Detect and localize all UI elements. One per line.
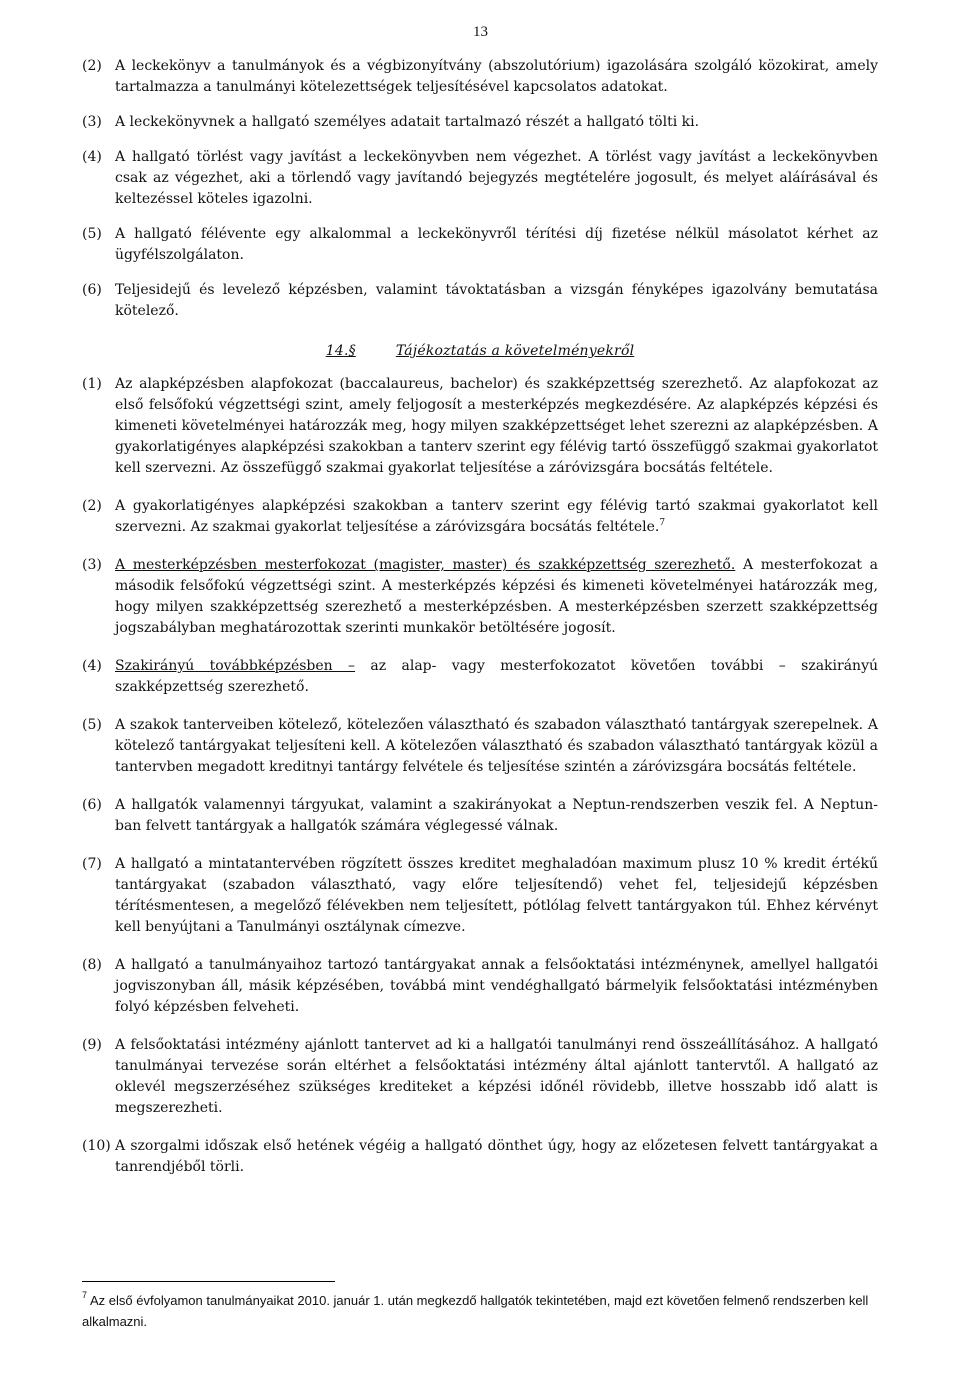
paragraph-text: az alap- vagy mesterfokozatot követően további – szakirányú szakképzettség szerezhető. [115, 658, 878, 695]
paragraph-number: (3) [82, 557, 102, 573]
paragraph-b3 [82, 555, 878, 639]
paragraph-text: Teljesidejű és levelező képzésben, valamint távoktatásban a vizsgán fényképes igazolvány bemutatása kötelező. [115, 282, 878, 319]
footnote-text: Az első évfolyamon tanulmányaikat 2010. január 1. után megkezdő hallgatók tekintetében, majd ezt követően felmenő rendszerben kell alkalmazni. [82, 1293, 869, 1329]
paragraph-b7 [82, 854, 878, 938]
paragraph-b10 [82, 1136, 878, 1178]
paragraph-number: (10) [82, 1138, 111, 1154]
paragraph-number: (6) [82, 282, 102, 298]
paragraph-a4 [82, 147, 878, 210]
paragraph-number: (1) [82, 376, 102, 392]
section-number: 14.§ [325, 343, 356, 359]
paragraph-text: A hallgató törlést vagy javítást a leckekönyvben nem végezhet. A törlést vagy javítást a leckekönyvben csak az végezhet, aki a törlendő vagy javítandó bejegyzés megtételére jogosult, és melyet aláírásával és keltezéssel köteles igazolni. [115, 149, 878, 207]
underlined-text: A mesterképzésben mesterfokozat (magister, master) és szakképzettség szerezhető. [115, 557, 736, 573]
paragraph-b5 [82, 715, 878, 778]
paragraph-text: A szorgalmi időszak első hetének végéig a hallgató dönthet úgy, hogy az előzetesen felvett tantárgyakat a tanrendjéből törli. [115, 1138, 878, 1175]
paragraph-b9 [82, 1035, 878, 1119]
paragraph-number: (4) [82, 658, 102, 674]
paragraph-number: (9) [82, 1037, 102, 1053]
paragraph-a5 [82, 224, 878, 266]
paragraph-text: Az alapképzésben alapfokozat (baccalaureus, bachelor) és szakképzettség szerezhető. Az alapfokozat az első felsőfokú végzettségi szint, amely feljogosít a mesterképzés megkezdésére. Az alapképzés képzési és kimeneti követelményei határozzák meg, hogy milyen szakképzettséget lehet szerezni az alapképzésben. A gyakorlatigényes alapképzési szakokban a tanterv szerint egy félévig tartó összefüggő szakmai gyakorlatot kell szervezni. Az összefüggő szakmai gyakorlat teljesítése a záróvizsgára bocsátás feltétele. [115, 376, 878, 476]
paragraph-number: (5) [82, 226, 102, 242]
paragraph-a3 [82, 112, 878, 133]
paragraph-text: A gyakorlatigényes alapképzési szakokban a tanterv szerint egy félévig tartó szakmai gyakorlatot kell szervezni. Az szakmai gyakorlat teljesítése a záróvizsgára bocsátás feltétele. [115, 498, 878, 535]
page-number: 13 [473, 24, 488, 40]
paragraph-text: A felsőoktatási intézmény ajánlott tantervet ad ki a hallgatói tanulmányi rend összeállításához. A hallgató tanulmányai tervezése során eltérhet a felsőoktatási intézmény által ajánlott tantervtől. A hallgató az oklevél megszerzéséhez szükséges krediteket a képzési időnél rövidebb, illetve hosszabb idő alatt is megszerezheti. [115, 1037, 878, 1116]
footnote-separator [82, 1281, 335, 1282]
paragraph-b8 [82, 955, 878, 1018]
paragraph-number: (4) [82, 149, 102, 165]
section-title: Tájékoztatás a követelményekről [395, 343, 635, 359]
document-body [82, 56, 878, 1178]
paragraph-number: (3) [82, 114, 102, 130]
paragraph-b6 [82, 795, 878, 837]
paragraph-number: (7) [82, 856, 102, 872]
paragraph-text: A hallgatók valamennyi tárgyukat, valamint a szakirányokat a Neptun-rendszerben veszik fel. A Neptun-ban felvett tantárgyak a hallgatók számára véglegessé válnak. [115, 797, 878, 834]
paragraph-text: A mesterfokozat a második felsőfokú végzettségi szint. A mesterképzés képzési és kimeneti követelményei határozzák meg, hogy milyen szakképzettség szerezhető a mesterképzésben. A mesterképzésben szerzett szakképzettség jogszabályban meghatározottak szerinti munkakör betöltésére jogosít. [115, 557, 878, 636]
paragraph-text: A hallgató a mintatantervében rögzített összes kreditet meghaladóan maximum plusz 10 % kredit értékű tantárgyakat (szabadon választható, vagy előre teljesítendő) vehet fel, teljesidejű képzésben térítésmentesen, a megelőző félévekben nem teljesített, pótlólag felvett tantárgyakon túl. Ehhez kérvényt kell benyújtani a Tanulmányi osztálynak címezve. [115, 856, 878, 935]
underlined-text: Szakirányú továbbképzésben – [115, 658, 356, 674]
paragraph-a2 [82, 56, 878, 98]
paragraph-number: (6) [82, 797, 102, 813]
paragraph-text: A hallgató félévente egy alkalommal a leckekönyvről térítési díj fizetése nélkül másolatot kérhet az ügyfélszolgálaton. [115, 226, 878, 263]
footnote-reference[interactable]: 7 [659, 518, 666, 528]
paragraph-number: (2) [82, 58, 102, 74]
paragraph-number: (8) [82, 957, 102, 973]
paragraph-b4 [82, 656, 878, 698]
footnote [82, 1290, 872, 1332]
paragraph-b1 [82, 374, 878, 479]
paragraph-number: (5) [82, 717, 102, 733]
footnote-marker: 7 [82, 1290, 88, 1300]
paragraph-text: A leckekönyv a tanulmányok és a végbizonyítvány (abszolutórium) igazolására szolgáló közokirat, amely tartalmazza a tanulmányi kötelezettségek teljesítésével kapcsolatos adatokat. [115, 58, 878, 95]
paragraph-number: (2) [82, 498, 102, 514]
paragraph-text: A hallgató a tanulmányaihoz tartozó tantárgyakat annak a felsőoktatási intézménynek, amellyel hallgatói jogviszonyban áll, másik képzésében, továbbá mint vendéghallgató bármelyik felsőoktatási intézményben folyó képzésben felveheti. [115, 957, 878, 1015]
section-heading [82, 343, 878, 359]
paragraph-b2 [82, 496, 878, 538]
paragraph-a6 [82, 280, 878, 322]
paragraph-text: A leckekönyvnek a hallgató személyes adatait tartalmazó részét a hallgató tölti ki. [115, 114, 700, 130]
paragraph-text: A szakok tanterveiben kötelező, kötelezően választható és szabadon választható tantárgyak szerepelnek. A kötelező tantárgyakat teljesíteni kell. A kötelezően választható és szabadon választható tantárgyak közül a tantervben megadott kreditnyi tantárgy felvétele és teljesítése szintén a záróvizsgára bocsátás feltétele. [115, 717, 878, 775]
